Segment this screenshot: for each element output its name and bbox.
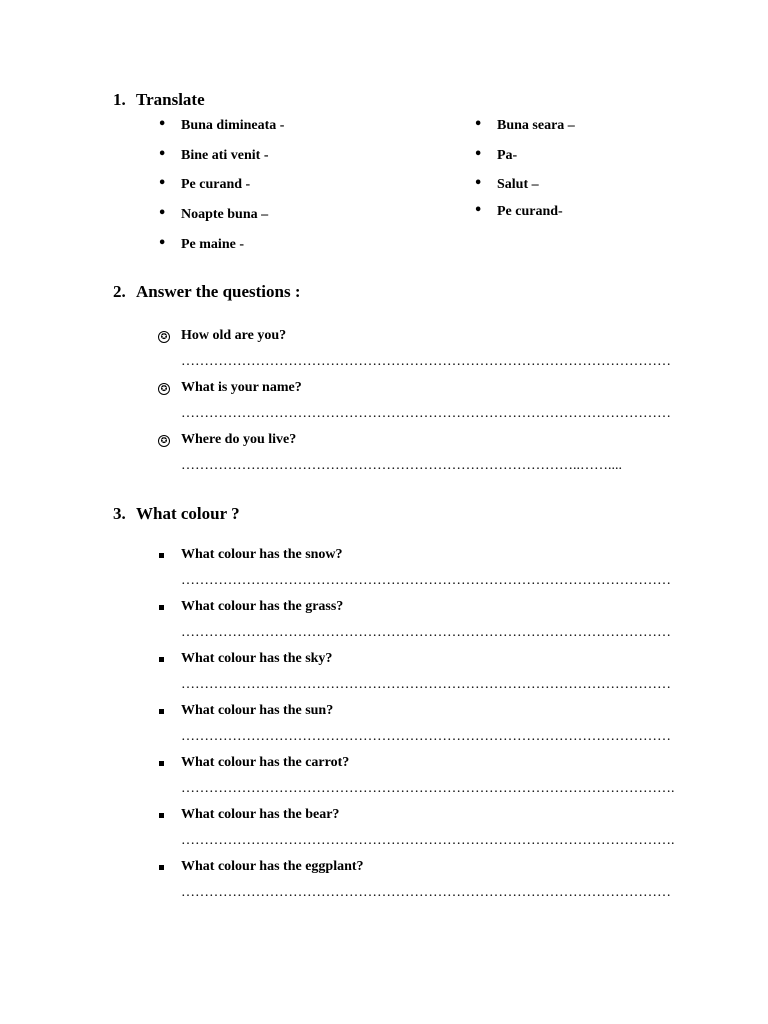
answer-line[interactable]: ……………………………………………………………………………………………: [181, 677, 671, 692]
square-bullet-icon: [159, 761, 164, 766]
bullet-icon: •: [474, 147, 483, 162]
star-bullet-icon: ✪: [158, 435, 170, 447]
bullet-icon: •: [158, 147, 167, 162]
answer-line[interactable]: ……………………………………………………………………………………………: [181, 354, 671, 369]
section-1-title: Translate: [136, 90, 205, 109]
question-text: How old are you?: [181, 328, 287, 343]
question-text: What colour has the snow?: [181, 547, 343, 562]
square-bullet-icon: [159, 657, 164, 662]
section-1-number: 1.: [113, 90, 126, 109]
answer-line[interactable]: ……………………………………………………………………………………………: [181, 573, 671, 588]
question-text: What is your name?: [181, 380, 302, 395]
section-2-title: Answer the questions :: [136, 282, 301, 301]
square-bullet-icon: [159, 553, 164, 558]
question-text: What colour has the eggplant?: [181, 859, 364, 874]
translate-item: Noapte buna –: [181, 207, 269, 222]
square-bullet-icon: [159, 813, 164, 818]
answer-line[interactable]: ……………………………………………………………………………………………: [181, 406, 671, 421]
question-text: Where do you live?: [181, 432, 297, 447]
question-text: What colour has the sky?: [181, 651, 333, 666]
translate-item: Pa-: [497, 148, 518, 163]
translate-item: Bine ati venit -: [181, 148, 269, 163]
bullet-icon: •: [158, 176, 167, 191]
answer-line[interactable]: …………………………………………………………………………………………….: [181, 781, 675, 796]
square-bullet-icon: [159, 709, 164, 714]
question-text: What colour has the sun?: [181, 703, 334, 718]
translate-item: Pe curand -: [181, 177, 251, 192]
star-bullet-icon: ✪: [158, 383, 170, 395]
section-3-number: 3.: [113, 504, 126, 523]
translate-item: Salut –: [497, 177, 539, 192]
section-2-number: 2.: [113, 282, 126, 301]
question-text: What colour has the grass?: [181, 599, 344, 614]
answer-line[interactable]: ……………………………………………………………………………………………: [181, 729, 671, 744]
bullet-icon: •: [474, 176, 483, 191]
translate-item: Pe curand-: [497, 204, 563, 219]
square-bullet-icon: [159, 605, 164, 610]
section-1-heading: [113, 90, 205, 110]
star-bullet-icon: ✪: [158, 331, 170, 343]
translate-item: Pe maine -: [181, 237, 244, 252]
answer-line[interactable]: …………………………………………………………………………………………….: [181, 833, 675, 848]
square-bullet-icon: [159, 865, 164, 870]
bullet-icon: •: [158, 236, 167, 251]
answer-line[interactable]: ……………………………………………………………………………………………: [181, 625, 671, 640]
answer-line[interactable]: ……………………………………………………………………………………………: [181, 885, 671, 900]
section-2-heading: [113, 282, 301, 302]
bullet-icon: •: [474, 203, 483, 218]
answer-line[interactable]: …………………………………………………………………………..……....: [181, 458, 622, 473]
question-text: What colour has the carrot?: [181, 755, 350, 770]
section-3-heading: [113, 504, 240, 524]
section-3-title: What colour ?: [136, 504, 240, 523]
bullet-icon: •: [474, 117, 483, 132]
question-text: What colour has the bear?: [181, 807, 340, 822]
translate-item: Buna dimineata -: [181, 118, 285, 133]
translate-item: Buna seara –: [497, 118, 575, 133]
bullet-icon: •: [158, 117, 167, 132]
bullet-icon: •: [158, 206, 167, 221]
